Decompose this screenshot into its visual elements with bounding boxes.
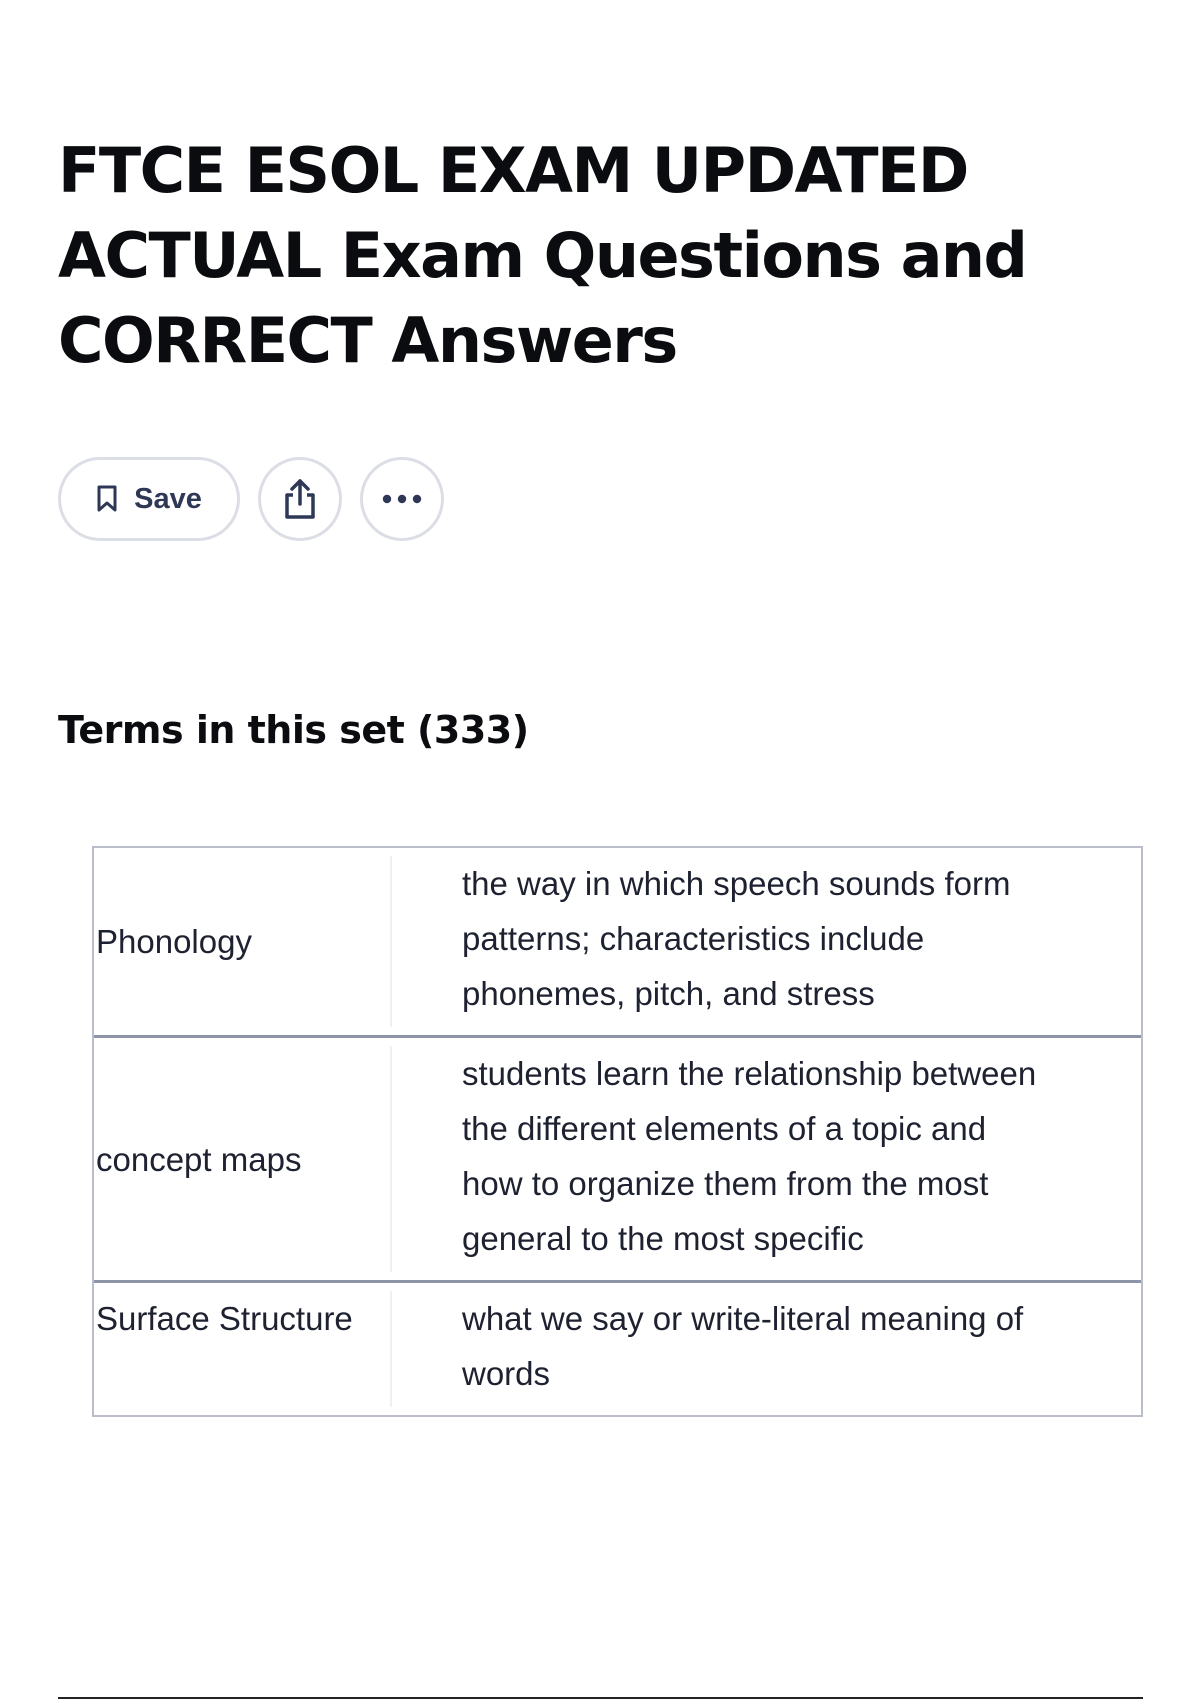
definition-text: what we say or write-literal meaning of words bbox=[462, 1300, 1024, 1392]
divider bbox=[58, 1697, 1143, 1699]
share-icon bbox=[282, 478, 318, 520]
bookmark-icon bbox=[96, 485, 118, 513]
term-text: Surface Structure bbox=[94, 1291, 392, 1407]
term-row[interactable] bbox=[94, 1038, 1141, 1283]
term-row[interactable] bbox=[94, 848, 1141, 1038]
more-icon bbox=[382, 494, 422, 504]
page-title: FTCE ESOL EXAM UPDATED ACTUAL Exam Questions and CORRECT Answers bbox=[58, 134, 1027, 377]
more-options-button[interactable] bbox=[360, 457, 444, 541]
term-text: Phonology bbox=[94, 856, 392, 1027]
save-button[interactable] bbox=[58, 457, 240, 541]
terms-heading: Terms in this set (333) bbox=[58, 708, 529, 752]
share-button[interactable] bbox=[258, 457, 342, 541]
action-bar bbox=[58, 457, 462, 541]
term-text: concept maps bbox=[94, 1046, 392, 1272]
definition-text: students learn the relationship between the different elements of a topic and how to organize them from the most general to the most specific bbox=[462, 1055, 1037, 1257]
save-button-label: Save bbox=[134, 482, 202, 515]
term-row[interactable] bbox=[94, 1283, 1141, 1415]
definition-text: the way in which speech sounds form patterns; characteristics include phonemes, pitch, and stress bbox=[462, 865, 1011, 1012]
terms-table bbox=[92, 846, 1143, 1417]
